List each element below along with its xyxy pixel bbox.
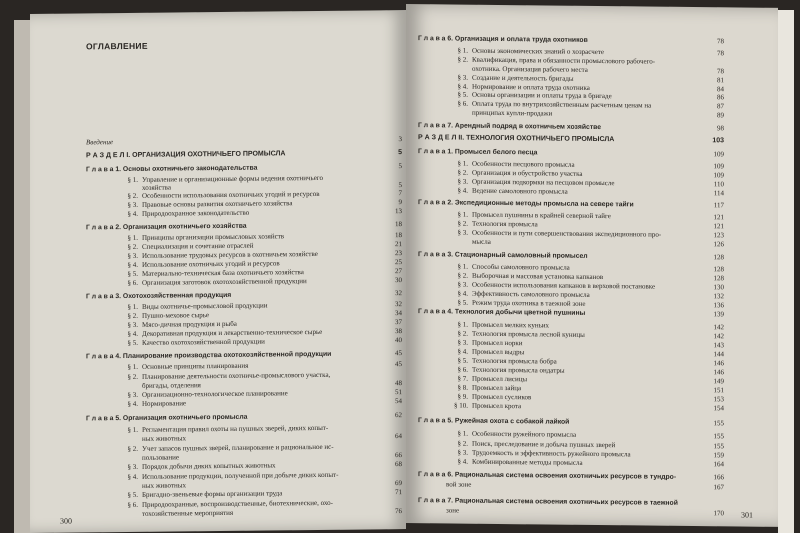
toc-entry-page: 62	[395, 411, 402, 420]
toc-entry-title: Организационно-технологическое планирование	[142, 389, 288, 399]
toc-entry-page: 32	[395, 289, 402, 298]
book-cover-edge-right	[778, 10, 794, 533]
paragraph-number: § 5.	[457, 90, 468, 99]
toc-entry-chapter	[86, 220, 402, 232]
toc-entry-title: Оплата труда по внутрихозяйственным расчетным ценам на	[472, 99, 652, 110]
toc-entry-page: 155	[713, 432, 724, 441]
toc-entry-page: 123	[713, 231, 724, 240]
toc-entry-chapter	[418, 121, 724, 133]
toc-entry-title: Организация подкормки на песцовом промысле	[472, 177, 615, 188]
toc-entry-title: ных животных	[142, 481, 186, 490]
toc-entry-page: 34	[395, 309, 402, 318]
paragraph-number: § 4.	[457, 457, 468, 466]
toc-entry-page: 25	[395, 258, 402, 267]
toc-entry-page: 18	[395, 231, 402, 240]
toc-entry-para	[116, 488, 402, 499]
toc-entry-title: Учет запасов пушных зверей, планирование и рациональное ис-	[142, 442, 334, 453]
toc-entry-page: 7	[398, 189, 402, 198]
toc-entry-para	[116, 507, 402, 518]
toc-entry-page: 64	[395, 432, 402, 441]
paragraph-number: § 4.	[127, 399, 138, 408]
toc-entry-title: Декоративная продукция и лекарственно-техническое сырье	[142, 327, 323, 338]
paragraph-number: § 6.	[457, 365, 468, 374]
toc-entry-page: 54	[395, 397, 402, 406]
toc-entry-page: 153	[713, 395, 724, 404]
toc-entry-page: 66	[395, 451, 402, 460]
paragraph-number: § 7.	[457, 374, 468, 383]
paragraph-number: § 2.	[127, 191, 138, 200]
toc-entry-title: Промысел зайца	[472, 383, 522, 393]
toc-entry-page: 9	[398, 198, 402, 207]
toc-entry-title: вой зоне	[446, 480, 472, 489]
paragraph-number: § 2.	[457, 271, 468, 280]
toc-entry-section	[418, 134, 724, 145]
paragraph-number: § 3.	[457, 73, 468, 82]
toc-entry-title: пользование	[142, 453, 179, 462]
paragraph-number: § 6.	[457, 99, 468, 108]
toc-entry-page: 48	[395, 379, 402, 388]
toc-entry-page: 21	[395, 240, 402, 249]
toc-entry-page: 136	[713, 301, 724, 310]
toc-entry-page: 109	[713, 162, 724, 171]
toc-entry-title: Р А З Д Е Л I. ОРГАНИЗАЦИЯ ОХОТНИЧЬЕГО ПРОМЫСЛА	[86, 150, 286, 160]
paragraph-number: § 2.	[127, 444, 138, 453]
toc-entry-plain	[446, 506, 724, 517]
paragraph-number: § 4.	[127, 260, 138, 269]
toc-entry-para	[446, 108, 724, 119]
toc-entry-title: Г л а в а 6. Организация и оплата труда охотников	[418, 35, 588, 44]
toc-entry-title: Режим труда охотника в таежной зоне	[472, 298, 586, 308]
toc-entry-title: Мясо-дичная продукция и рыба	[142, 319, 237, 329]
toc-entry-page: 144	[713, 350, 724, 359]
toc-entry-title: Г л а в а 2. Организация охотничьего хозяйства	[86, 222, 247, 232]
toc-entry-title: Бригадно-звеньевые формы организации труда	[142, 489, 283, 499]
toc-entry-para	[116, 397, 402, 408]
toc-entry-title: Материально-техническая база охотничьего хозяйства	[142, 268, 304, 278]
toc-entry-title: Г л а в а 1. Основы охотничьего законодательства	[86, 164, 258, 174]
paragraph-number: § 9.	[457, 392, 468, 401]
toc-entry-page: 142	[713, 332, 724, 341]
toc-entry-title: Г л а в а 2. Экспедиционные методы промысла на севере тайги	[418, 199, 634, 209]
toc-entry-page: 40	[395, 336, 402, 345]
toc-entry-chapter	[418, 416, 724, 428]
toc-entry-title: Создание и деятельность бригады	[472, 73, 574, 83]
toc-entry-para	[446, 237, 724, 248]
paragraph-number: § 3.	[127, 390, 138, 399]
toc-entry-title: Технология промысла лесной куницы	[472, 329, 585, 339]
toc-entry-page: 121	[713, 222, 724, 231]
toc-entry-title: Промысел пушнины в крайней северной тайге	[472, 210, 611, 221]
toc-entry-chapter	[86, 411, 402, 423]
toc-entry-para	[116, 460, 402, 471]
toc-entry-page: 86	[717, 93, 724, 102]
toc-entry-page: 98	[717, 124, 724, 133]
page-number-right: 301	[741, 510, 753, 520]
toc-entry-title: Особенности песцового промысла	[472, 159, 575, 169]
toc-entry-title: Природоохранные, воспроизводственные, биотехнические, охо-	[142, 498, 333, 509]
toc-entry-title: Выборочная и массовая установка капканов	[472, 271, 604, 282]
toc-entry-page: 126	[713, 240, 724, 249]
toc-entry-title: Промысел крота	[472, 401, 522, 411]
toc-entry-page: 117	[713, 201, 724, 210]
paragraph-number: § 1.	[457, 159, 468, 168]
toc-entry-para	[446, 429, 724, 440]
toc-entry-page: 5	[398, 181, 402, 190]
paragraph-number: § 2.	[127, 242, 138, 251]
toc-entry-page: 139	[713, 310, 724, 319]
toc-entry-title: Правовые основы развития охотничьего хозяйства	[142, 199, 293, 209]
toc-entry-title: Использование охотничьих угодий и ресурсов	[142, 259, 280, 269]
paragraph-number: § 1.	[457, 46, 468, 55]
toc-entry-page: 132	[713, 292, 724, 301]
toc-entry-title: Организация и обустройство участка	[472, 168, 583, 178]
toc-entry-title: Промысел лисицы	[472, 374, 528, 384]
toc-entry-title: Промысел норки	[472, 338, 523, 348]
toc-entry-title: Технология промысла бобра	[472, 356, 557, 366]
paragraph-number: § 5.	[127, 490, 138, 499]
paragraph-number: § 3.	[457, 228, 468, 237]
toc-entry-page: 89	[717, 111, 724, 120]
toc-title: ОГЛАВЛЕНИЕ	[86, 40, 148, 52]
paragraph-number: § 6.	[127, 278, 138, 287]
toc-entry-page: 5	[398, 162, 402, 171]
paragraph-number: § 4.	[127, 472, 138, 481]
paragraph-number: § 3.	[457, 280, 468, 289]
toc-entry-title: Нормирование и оплата труда охотника	[472, 82, 590, 92]
toc-entry-page: 155	[713, 419, 724, 428]
toc-entry-title: ных животных	[142, 434, 186, 443]
toc-entry-page: 71	[395, 488, 402, 497]
paragraph-number: § 3.	[127, 251, 138, 260]
toc-entry-para	[116, 207, 402, 218]
toc-entry-title: Введение	[86, 138, 114, 147]
toc-entry-page: 84	[717, 85, 724, 94]
toc-entry-page: 81	[717, 76, 724, 85]
toc-entry-title: Качество охотохозяйственной продукции	[142, 337, 265, 347]
toc-entry-para	[446, 401, 724, 412]
toc-entry-title: Особенности использования охотничьих угодий и ресурсов	[142, 189, 320, 200]
toc-entry-page: 110	[713, 180, 724, 189]
toc-entry-page: 151	[713, 386, 724, 395]
toc-entry-page: 121	[713, 213, 724, 222]
paragraph-number: § 1.	[127, 175, 138, 184]
paragraph-number: § 4.	[457, 347, 468, 356]
toc-entry-title: Нормирование	[142, 399, 187, 408]
toc-entry-title: Пушно-меховое сырье	[142, 311, 210, 320]
toc-entry-page: 154	[713, 404, 724, 413]
paragraph-number: § 2.	[127, 311, 138, 320]
paragraph-number: § 4.	[457, 289, 468, 298]
toc-entry-page: 146	[713, 359, 724, 368]
toc-entry-title: Планирование деятельности охотничье-промыслового участка,	[142, 370, 331, 381]
toc-entry-para	[116, 360, 402, 371]
toc-entry-title: тохозяйственные мероприятия	[142, 508, 234, 518]
toc-entry-page: 18	[395, 220, 402, 229]
paragraph-number: § 4.	[127, 209, 138, 218]
book-cover-edge-left	[14, 20, 30, 533]
paragraph-number: § 5.	[457, 298, 468, 307]
toc-entry-page: 5	[398, 149, 402, 157]
toc-entry-page: 32	[395, 300, 402, 309]
toc-entry-page: 30	[395, 276, 402, 285]
toc-entry-page: 130	[713, 283, 724, 292]
paragraph-number: § 1.	[457, 320, 468, 329]
toc-entry-page: 37	[395, 318, 402, 327]
paragraph-number: § 6.	[127, 500, 138, 509]
toc-entry-title: Промысел сусликов	[472, 392, 532, 402]
paragraph-number: § 4.	[127, 329, 138, 338]
toc-entry-chapter	[418, 34, 724, 46]
toc-entry-title: мысла	[472, 237, 491, 246]
toc-entry-title: Трудоемкость и эффективность ружейного промысла	[472, 448, 631, 459]
paragraph-number: § 4.	[457, 82, 468, 91]
toc-entry-title: Способы самоловного промысла	[472, 262, 570, 272]
toc-entry-page: 142	[713, 323, 724, 332]
toc-entry-page: 27	[395, 267, 402, 276]
toc-entry-page: 109	[713, 150, 724, 159]
toc-entry-title: Поиск, преследование и добыча пушных зверей	[472, 439, 616, 450]
toc-entry-para	[116, 336, 402, 347]
toc-entry-page: 51	[395, 388, 402, 397]
toc-entry-title: Промысел выдры	[472, 347, 525, 357]
toc-entry-para	[116, 432, 402, 443]
toc-entry-page: 170	[713, 509, 724, 518]
toc-entry-page: 38	[395, 327, 402, 336]
paragraph-number: § 5.	[127, 269, 138, 278]
toc-entry-title: Основные принципы планирования	[142, 361, 249, 371]
toc-entry-title: Квалификация, права и обязанности промыслового рабочего-	[472, 55, 656, 66]
paragraph-number: § 2.	[457, 329, 468, 338]
right-page	[406, 4, 778, 527]
toc-entry-title: Г л а в а 7. Рациональная система освоения охотничьих ресурсов в таежной	[418, 497, 678, 507]
toc-entry-title: Ведение самоловного промысла	[472, 186, 568, 196]
toc-entry-title: Особенности и пути совершенствования экспедиционного про-	[472, 228, 662, 239]
paragraph-number: § 1.	[127, 425, 138, 434]
paragraph-number: § 3.	[127, 320, 138, 329]
toc-entry-title: Г л а в а 5. Организация охотничьего промысла	[86, 413, 248, 423]
toc-entry-page: 143	[713, 341, 724, 350]
paragraph-number: § 2.	[457, 168, 468, 177]
toc-entry-title: Особенности использования капканов в верховой постановке	[472, 280, 656, 291]
toc-entry-title: бригады, отделения	[142, 381, 201, 390]
paragraph-number: § 8.	[457, 383, 468, 392]
toc-entry-title: Особенности ружейного промысла	[472, 429, 577, 439]
paragraph-number: § 2.	[457, 55, 468, 64]
paragraph-number: § 2.	[457, 219, 468, 228]
toc-entry-title: Организация заготовок охотохозяйственной продукции	[142, 277, 307, 287]
toc-entry-chapter	[86, 162, 402, 174]
toc-entry-page: 114	[713, 189, 724, 198]
toc-entry-title: Управление и организационные формы ведения охотничьего	[142, 173, 323, 184]
toc-entry-page: 23	[395, 249, 402, 258]
toc-entry-chapter	[418, 147, 724, 159]
paragraph-number: § 3.	[457, 338, 468, 347]
toc-entry-page: 69	[395, 479, 402, 488]
toc-entry-title: Г л а в а 5. Ружейная охота с собакой лайкой	[418, 417, 570, 426]
toc-entry-title: Г л а в а 3. Стационарный самоловный промысел	[418, 251, 588, 260]
paragraph-number: § 1.	[457, 262, 468, 271]
toc-entry-page: 128	[713, 253, 724, 262]
toc-entry-page: 159	[713, 451, 724, 460]
paragraph-number: § 1.	[127, 302, 138, 311]
paragraph-number: § 5.	[457, 356, 468, 365]
toc-entry-chapter	[418, 198, 724, 210]
paragraph-number: § 3.	[457, 448, 468, 457]
toc-entry-title: Специализация и сочетание отраслей	[142, 241, 254, 251]
toc-entry-title: Использование трудовых ресурсов в охотничьем хозяйстве	[142, 249, 318, 260]
toc-entry-title: Эффективность самоловного промысла	[472, 289, 590, 299]
toc-entry-chapter	[418, 307, 724, 319]
toc-entry-title: Промысел мелких куньих	[472, 320, 550, 330]
toc-entry-title: Г л а в а 3. Охотохозяйственная продукция	[86, 291, 232, 301]
toc-entry-page: 13	[395, 207, 402, 216]
toc-entry-page: 166	[713, 473, 724, 482]
paragraph-number: § 1.	[127, 233, 138, 242]
toc-entry-page: 78	[717, 37, 724, 46]
toc-entry-page: 76	[395, 507, 402, 516]
toc-entry-title: Г л а в а 4. Планирование производства охотохозяйственной продукции	[86, 350, 332, 361]
toc-entry-title: Комбинированные методы промысла	[472, 457, 583, 467]
toc-entry-title: принципах купли-продажи	[472, 108, 553, 118]
toc-entry-page: 128	[713, 265, 724, 274]
toc-entry-para	[116, 276, 402, 287]
toc-entry-title: Технология промысла ондатры	[472, 365, 565, 375]
toc-entry-page: 78	[717, 67, 724, 76]
toc-entry-page: 109	[713, 171, 724, 180]
paragraph-number: § 3.	[127, 200, 138, 209]
toc-entry-title: Г л а в а 6. Рациональная система освоения охотничьих ресурсов в тундро-	[418, 471, 677, 481]
toc-entry-plain	[446, 480, 724, 491]
paragraph-number: § 3.	[127, 462, 138, 471]
toc-entry-title: Г л а в а 7. Арендный подряд в охотничьем хозяйстве	[418, 122, 602, 132]
toc-entry-title: Виды охотничье-промысловой продукции	[142, 301, 268, 311]
left-page	[30, 10, 406, 533]
toc-entry-title: Основы экономических знаний о хозрасчете	[472, 46, 605, 57]
paragraph-number: § 5.	[127, 338, 138, 347]
toc-entry-page: 149	[713, 377, 724, 386]
toc-entry-page: 87	[717, 102, 724, 111]
toc-entry-title: зоне	[446, 506, 460, 515]
paragraph-number: § 1.	[127, 362, 138, 371]
paragraph-number: § 2.	[127, 372, 138, 381]
toc-entry-para	[446, 186, 724, 197]
toc-entry-section	[86, 149, 402, 160]
toc-entry-chapter	[86, 289, 402, 301]
toc-entry-title: Использование продукции, полученной при добыче диких копыт-	[142, 470, 339, 481]
toc-entry-title: хозяйства	[142, 183, 171, 192]
toc-entry-page: 78	[717, 49, 724, 58]
toc-entry-page: 45	[395, 360, 402, 369]
toc-entry-chapter	[86, 349, 402, 361]
toc-entry-title: Технология промысла	[472, 219, 538, 229]
paragraph-number: § 1.	[457, 429, 468, 438]
toc-entry-page: 155	[713, 442, 724, 451]
toc-entry-page: 45	[395, 349, 402, 358]
toc-entry-title: Р А З Д Е Л II. ТЕХНОЛОГИЯ ОХОТНИЧЬЕГО ПРОМЫСЛА	[418, 134, 615, 144]
toc-entry-page: 146	[713, 368, 724, 377]
page-number-left: 300	[60, 516, 72, 526]
toc-entry-page: 103	[712, 137, 724, 145]
toc-entry-title: Основы организации и оплаты труда в бригаде	[472, 90, 612, 101]
toc-entry-chapter	[418, 250, 724, 262]
toc-entry-title: Природоохранное законодательство	[142, 208, 250, 218]
toc-entry-page: 164	[713, 460, 724, 469]
paragraph-number: § 3.	[457, 177, 468, 186]
toc-entry-title: Принципы организации промысловых хозяйств	[142, 232, 285, 242]
toc-entry-title: Порядок добычи диких копытных животных	[142, 461, 276, 471]
toc-entry-para	[446, 457, 724, 468]
toc-entry-plain	[86, 135, 402, 146]
toc-entry-title: Г л а в а 1. Промысел белого песца	[418, 148, 538, 157]
toc-entry-page: 167	[713, 483, 724, 492]
toc-entry-title: охотника. Организация рабочего места	[472, 64, 588, 74]
toc-entry-page: 128	[713, 274, 724, 283]
toc-entry-page: 68	[395, 460, 402, 469]
paragraph-number: § 4.	[457, 186, 468, 195]
paragraph-number: § 2.	[457, 439, 468, 448]
toc-entry-page: 3	[398, 135, 402, 144]
paragraph-number: § 10.	[454, 401, 468, 410]
toc-entry-title: Г л а в а 4. Технология добычи цветной пушнины	[418, 308, 586, 317]
toc-entry-title: Регламентация правил охоты на пушных зверей, диких копыт-	[142, 423, 329, 434]
paragraph-number: § 1.	[457, 210, 468, 219]
